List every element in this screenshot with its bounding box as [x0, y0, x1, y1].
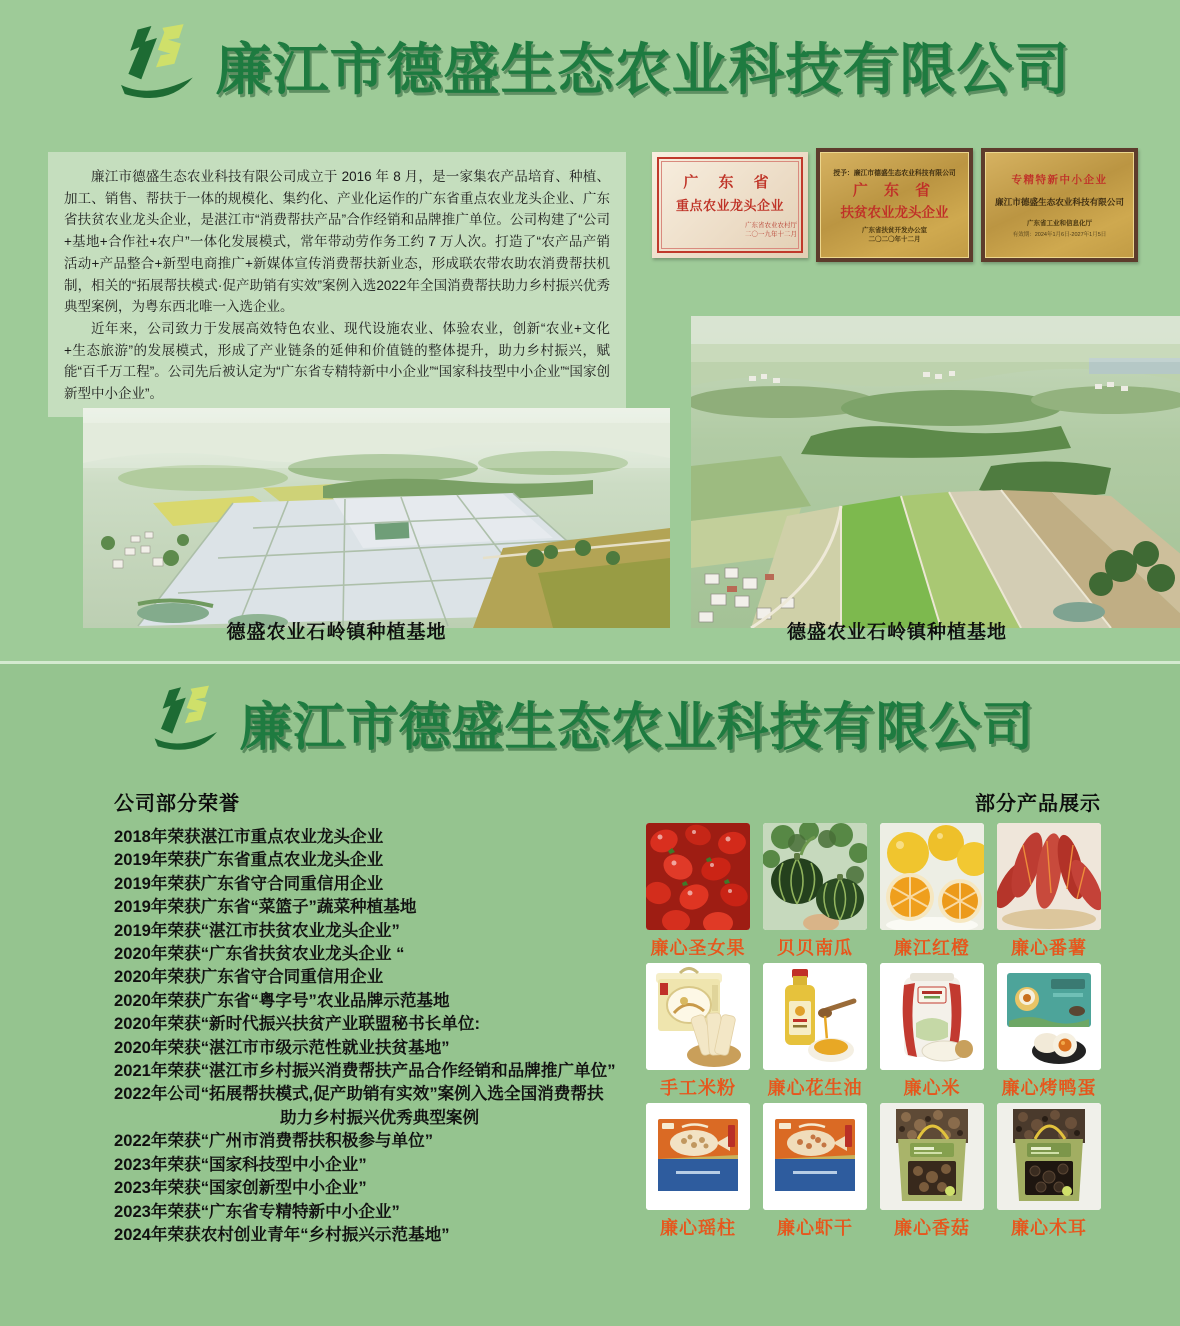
product-name: 廉心番薯 [1011, 938, 1087, 958]
dried-shrimp-box-photo [763, 1103, 867, 1210]
photo-caption-left: 德盛农业石岭镇种植基地 [226, 622, 447, 643]
company-header-bottom [0, 684, 1180, 760]
honor-item: 2019年荣获“湛江市扶贫农业龙头企业” [114, 920, 400, 940]
award-plaques [652, 147, 1138, 263]
photo-caption-right: 德盛农业石岭镇种植基地 [786, 622, 1007, 643]
honor-item: 2020年荣获“湛江市市级示范性就业扶贫基地” [114, 1037, 450, 1057]
plaque-guangdong-key-enterprise [652, 152, 808, 258]
honor-item: 2022年公司“拓展帮扶模式,促产助销有实效”案例入选全国消费帮扶 [114, 1084, 604, 1104]
plaque-title: 专精特新中小企业 [1011, 174, 1108, 186]
honor-item: 2022年荣获“广州市消费帮扶积极参与单位” [114, 1131, 434, 1151]
honor-item: 2019年荣获广东省守合同重信用企业 [114, 873, 384, 893]
product-name: 贝贝南瓜 [777, 938, 853, 958]
plaque-region: 广 东 省 [683, 174, 777, 191]
plaque-issuer [862, 226, 927, 244]
red-orange-photo [880, 823, 984, 930]
top-section [0, 0, 1180, 661]
product-card [646, 963, 750, 1100]
product-name: 廉心木耳 [1011, 1218, 1087, 1238]
product-card [880, 823, 984, 960]
honor-item: 2020年荣获广东省守合同重信用企业 [114, 967, 384, 987]
products-heading: 部分产品展示 [975, 793, 1101, 815]
product-name: 手工米粉 [660, 1078, 736, 1098]
honor-item: 2020年荣获广东省“粤字号”农业品牌示范基地 [114, 990, 450, 1010]
product-card [646, 823, 750, 960]
company-logo-icon [145, 684, 225, 760]
plaque-validity: 有效期：2024年1月6日-2027年1月5日 [1012, 232, 1107, 238]
product-name: 廉江红橙 [894, 938, 970, 958]
honor-item: 2023年荣获“广东省专精特新中小企业” [114, 1201, 400, 1221]
plaque-issuer-name: 广东省工业和信息化厅 [1027, 220, 1092, 227]
plaque-issue-date: 二〇二〇年十二月 [868, 235, 921, 243]
cherry-tomato-photo [646, 823, 750, 930]
honor-item-continuation: 助力乡村振兴优秀典型案例 [280, 1107, 480, 1127]
product-card [646, 1103, 750, 1240]
product-name: 廉心圣女果 [650, 938, 746, 958]
company-intro [48, 152, 626, 417]
bottom-section [0, 661, 1180, 1326]
honor-item: 2019年荣获广东省“菜篮子”蔬菜种植基地 [114, 897, 417, 917]
product-name: 廉心虾干 [777, 1218, 853, 1238]
plaque-face [820, 152, 969, 258]
company-title: 廉江市德盛生态农业科技有限公司 [215, 38, 1071, 101]
product-card [763, 963, 867, 1100]
product-card [880, 1103, 984, 1240]
shiitake-mushroom-bag-photo [880, 1103, 984, 1210]
honor-item: 2023年荣获“国家创新型中小企业” [114, 1178, 367, 1198]
honor-item: 2023年荣获“国家科技型中小企业” [114, 1154, 367, 1174]
plaque-title: 重点农业龙头企业 [675, 198, 784, 213]
plaque-issuer [745, 222, 797, 239]
aerial-photo-left [83, 408, 670, 628]
plaque-issuer-name: 广东省农业农村厅 [745, 222, 797, 229]
honors-heading: 公司部分荣誉 [114, 793, 240, 815]
products-grid [646, 823, 1101, 1240]
roasted-duck-egg-photo [997, 963, 1101, 1070]
rice-noodles-photo [646, 963, 750, 1070]
company-title: 廉江市德盛生态农业科技有限公司 [239, 698, 1035, 757]
intro-paragraph-2: 近年来，公司致力于发展高效特色农业、现代设施农业、体验农业，创新“农业+文化+生态旅游”的发展模式，形成了产业链条的延伸和价值链的整体提升，助力乡村振兴，赋能“百千万工程”。公司先后被认定为“广东省专精特新中小企业”“国家科技型中小企业”“国家创新型中小企业”。 [64, 320, 610, 402]
honor-item: 2020年荣获“广东省扶贫农业龙头企业 “ [114, 944, 405, 964]
aerial-photo-right [691, 316, 1180, 628]
plaque-company: 廉江市德盛生态农业科技有限公司 [995, 197, 1124, 207]
plaque-face [985, 152, 1134, 258]
product-card [880, 963, 984, 1100]
company-logo-icon [110, 22, 202, 110]
plaque-issuer-name: 广东省扶贫开发办公室 [862, 226, 927, 234]
product-name: 廉心瑶柱 [660, 1218, 736, 1238]
honor-item: 2021年荣获“湛江市乡村振兴消费帮扶产品合作经销和品牌推广单位” [114, 1061, 616, 1081]
plaque-poverty-alleviation-enterprise [816, 148, 973, 262]
company-header-top [0, 22, 1180, 110]
plaque-region: 广 东 省 [852, 181, 937, 199]
rice-bag-photo [880, 963, 984, 1070]
honor-item: 2020年荣获“新时代振兴扶贫产业联盟秘书长单位: [114, 1014, 481, 1034]
peanut-oil-photo [763, 963, 867, 1070]
product-card [763, 1103, 867, 1240]
product-card [997, 823, 1101, 960]
honor-item: 2019年荣获广东省重点农业龙头企业 [114, 850, 384, 870]
honor-item: 2024年荣获农村创业青年“乡村振兴示范基地” [114, 1224, 450, 1244]
plaque-specialized-sme [981, 148, 1138, 262]
plaque-issue-date: 二〇一九年十二月 [745, 230, 797, 238]
intro-paragraph-1: 廉江市德盛生态农业科技有限公司成立于 2016 年 8 月，是一家集农产品培育、种植、加工、销售、帮扶于一体的规模化、集约化、产业化运作的广东省重点农业龙头企业、广东省扶贫农业龙头企业，是湛江市“消费帮扶产品”合作经销和品牌推广单位。公司构建了“公司+基地+合作社+农户”一体化发展模式，常年带动劳作务工约 7 万人次。打造了“农产品产销活动+产品整合+新型电商推广+新媒体宣传消费帮扶新业态，形成联农带农助农消费帮扶机制，相关的“拓展帮扶模式·促产助销有实效”案例入选2022年全国消费帮扶助力乡村振兴优秀典型案例，为粤东西北唯一入选企业。 [64, 169, 610, 315]
product-card [997, 963, 1101, 1100]
honors-list [114, 825, 644, 1246]
dried-scallop-box-photo [646, 1103, 750, 1210]
plaque-title: 扶贫农业龙头企业 [840, 204, 949, 220]
product-card [763, 823, 867, 960]
product-name: 廉心烤鸭蛋 [1001, 1078, 1097, 1098]
chestnut-pumpkin-photo [763, 823, 867, 930]
wood-ear-bag-photo [997, 1103, 1101, 1210]
product-name: 廉心香菇 [894, 1218, 970, 1238]
sweet-potato-photo [997, 823, 1101, 930]
product-card [997, 1103, 1101, 1240]
product-name: 廉心米 [903, 1078, 961, 1098]
plaque-face [657, 157, 803, 253]
plaque-awardee: 授予：廉江市德盛生态农业科技有限公司 [833, 169, 956, 177]
honor-item: 2018年荣获湛江市重点农业龙头企业 [114, 827, 384, 846]
product-name: 廉心花生油 [767, 1078, 863, 1098]
